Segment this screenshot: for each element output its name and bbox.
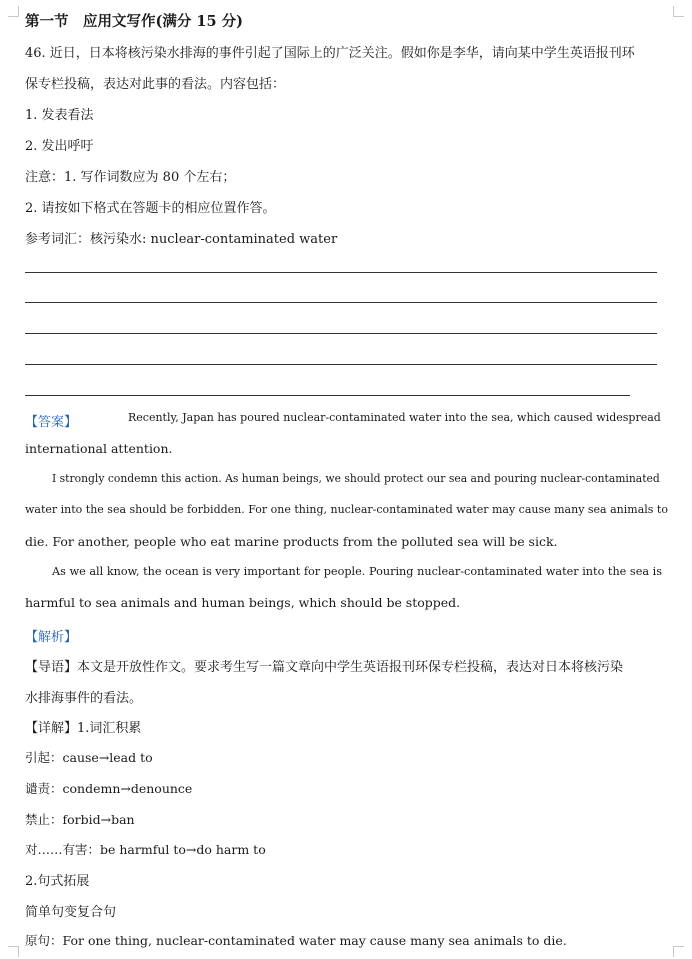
- analysis-text: 水排海事件的看法。: [25, 691, 143, 706]
- page-corner-mark: [8, 6, 19, 17]
- page-corner-mark: [673, 6, 684, 17]
- answer-blank-line: [25, 272, 657, 273]
- vocab-item: 引起：cause→lead to: [25, 750, 153, 765]
- analysis-heading: 2.句式拓展: [25, 874, 90, 889]
- answer-blank-line: [25, 395, 630, 396]
- analysis-subheading: 简单句变复合句: [25, 905, 117, 920]
- answer-blank-line: [25, 364, 657, 365]
- answer-text: international attention.: [25, 441, 173, 456]
- question-line: 46. 近日，日本将核污染水排海的事件引起了国际上的广泛关注。假如你是李华，请向某中学生英语报刊环: [25, 46, 635, 61]
- answer-text: harmful to sea animals and human beings, which should be stopped.: [25, 595, 461, 610]
- answer-text: water into the sea should be forbidden. For one thing, nuclear-contaminated water may cause many sea animals to: [25, 503, 668, 516]
- page-corner-mark: [673, 946, 684, 957]
- analysis-label: 【解析】: [25, 630, 78, 645]
- answer-text: Recently, Japan has poured nuclear-contaminated water into the sea, which caused widespread: [128, 411, 661, 424]
- vocab-item: 禁止：forbid→ban: [25, 812, 135, 827]
- question-line: 保专栏投稿，表达对此事的看法。内容包括：: [25, 77, 286, 92]
- content-point: 1. 发表看法: [25, 108, 94, 123]
- note-line: 2. 请按如下格式在答题卡的相应位置作答。: [25, 201, 276, 216]
- section-title: 第一节 应用文写作(满分 15 分): [25, 13, 243, 30]
- answer-text: As we all know, the ocean is very important for people. Pouring nuclear-contaminated water into the sea is: [52, 565, 663, 578]
- page-corner-mark: [8, 946, 19, 957]
- answer-text: I strongly condemn this action. As human beings, we should protect our sea and pouring nuclear-contaminated: [52, 472, 660, 485]
- answer-text: die. For another, people who eat marine products from the polluted sea will be sick.: [25, 534, 558, 549]
- answer-blank-line: [25, 333, 657, 334]
- note-line: 注意：1. 写作词数应为 80 个左右；: [25, 170, 236, 185]
- vocab-item: 对……有害：be harmful to→do harm to: [25, 842, 266, 857]
- original-sentence: 原句：For one thing, nuclear-contaminated water may cause many sea animals to die.: [25, 933, 567, 948]
- vocab-hint: 参考词汇：核污染水: nuclear-contaminated water: [25, 232, 338, 247]
- analysis-heading: 【详解】1.词汇积累: [25, 721, 142, 736]
- content-point: 2. 发出呼吁: [25, 139, 94, 154]
- analysis-text: 【导语】本文是开放性作文。要求考生写一篇文章向中学生英语报刊环保专栏投稿，表达对日本将核污染: [25, 660, 624, 675]
- vocab-item: 谴责：condemn→denounce: [25, 781, 193, 796]
- answer-label: [25, 411, 77, 430]
- answer-label-text: 【答案】: [25, 415, 78, 430]
- answer-blank-line: [25, 302, 657, 303]
